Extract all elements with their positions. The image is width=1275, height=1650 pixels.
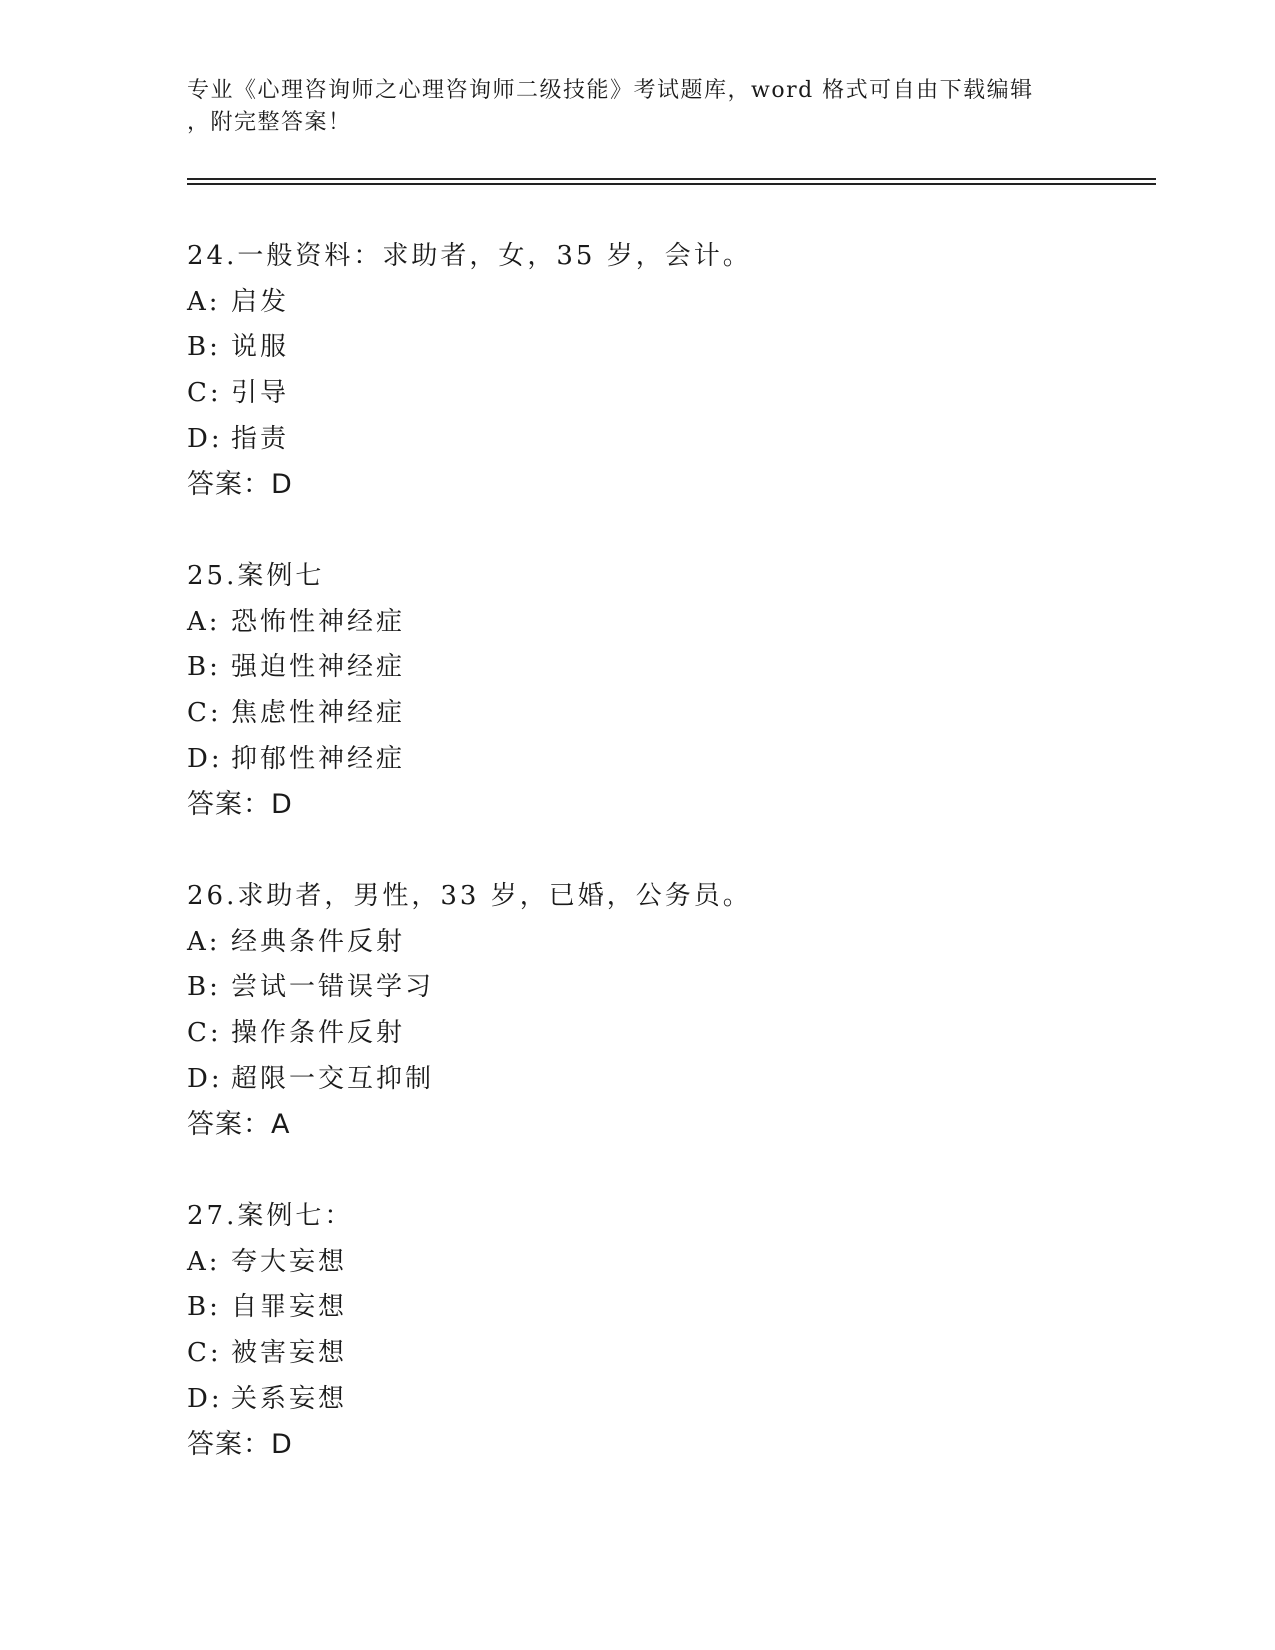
option-c xyxy=(187,1011,1147,1057)
option-letter: D: xyxy=(187,423,223,454)
question-block xyxy=(187,234,1147,508)
option-text: 引导 xyxy=(231,378,290,409)
option-letter: A: xyxy=(187,926,221,957)
option-text: 说服 xyxy=(231,332,290,363)
option-c xyxy=(187,1331,1147,1377)
option-text: 强迫性神经症 xyxy=(231,652,406,683)
option-text: 焦虑性神经症 xyxy=(231,698,406,729)
answer-line: 答案：D xyxy=(187,789,293,821)
option-d xyxy=(187,1057,1147,1103)
option-d xyxy=(187,1377,1147,1423)
option-letter: C: xyxy=(187,698,222,729)
option-text: 超限一交互抑制 xyxy=(231,1063,435,1094)
question-block xyxy=(187,1194,1147,1468)
option-d xyxy=(187,417,1147,463)
header-divider-top xyxy=(187,178,1156,180)
answer-line: 答案：A xyxy=(187,1109,291,1141)
option-letter: A: xyxy=(187,606,221,637)
option-letter: B: xyxy=(187,972,221,1003)
option-d xyxy=(187,737,1147,783)
option-b xyxy=(187,325,1147,371)
option-letter: D: xyxy=(187,743,223,774)
option-letter: D: xyxy=(187,1063,223,1094)
document-header-line-2: ，附完整答案！ xyxy=(187,110,352,135)
option-letter: C: xyxy=(187,1338,222,1369)
answer-line: 答案：D xyxy=(187,1429,293,1461)
header-divider-bottom xyxy=(187,183,1156,185)
option-c xyxy=(187,691,1147,737)
option-text: 被害妄想 xyxy=(231,1338,348,1369)
option-a xyxy=(187,280,1147,326)
option-letter: B: xyxy=(187,652,221,683)
question-block xyxy=(187,874,1147,1148)
option-text: 指责 xyxy=(231,423,290,454)
option-text: 恐怖性神经症 xyxy=(231,606,406,637)
option-letter: D: xyxy=(187,1383,223,1414)
option-letter: A: xyxy=(187,286,221,317)
option-b xyxy=(187,645,1147,691)
answer-line: 答案：D xyxy=(187,469,293,501)
option-a xyxy=(187,920,1147,966)
option-a xyxy=(187,600,1147,646)
option-text: 夸大妄想 xyxy=(231,1246,348,1277)
question-stem: 24.一般资料：求助者，女，35 岁，会计。 xyxy=(187,241,752,271)
option-b xyxy=(187,965,1147,1011)
option-text: 抑郁性神经症 xyxy=(231,743,406,774)
option-letter: C: xyxy=(187,1018,222,1049)
option-text: 尝试一错误学习 xyxy=(231,972,435,1003)
option-text: 启发 xyxy=(231,286,290,317)
option-letter: A: xyxy=(187,1246,221,1277)
option-letter: B: xyxy=(187,1292,221,1323)
option-text: 关系妄想 xyxy=(231,1383,348,1414)
option-c xyxy=(187,371,1147,417)
option-text: 自罪妄想 xyxy=(231,1292,348,1323)
option-text: 经典条件反射 xyxy=(231,926,406,957)
question-stem: 26.求助者，男性，33 岁，已婚，公务员。 xyxy=(187,881,752,911)
question-stem: 25.案例七 xyxy=(187,561,325,591)
option-text: 操作条件反射 xyxy=(231,1018,406,1049)
option-letter: C: xyxy=(187,378,222,409)
document-header-line-1: 专业《心理咨询师之心理咨询师二级技能》考试题库，word 格式可自由下载编辑 xyxy=(187,78,1034,103)
option-a xyxy=(187,1240,1147,1286)
question-block xyxy=(187,554,1147,828)
option-letter: B: xyxy=(187,332,221,363)
question-stem: 27.案例七： xyxy=(187,1201,354,1231)
option-b xyxy=(187,1285,1147,1331)
